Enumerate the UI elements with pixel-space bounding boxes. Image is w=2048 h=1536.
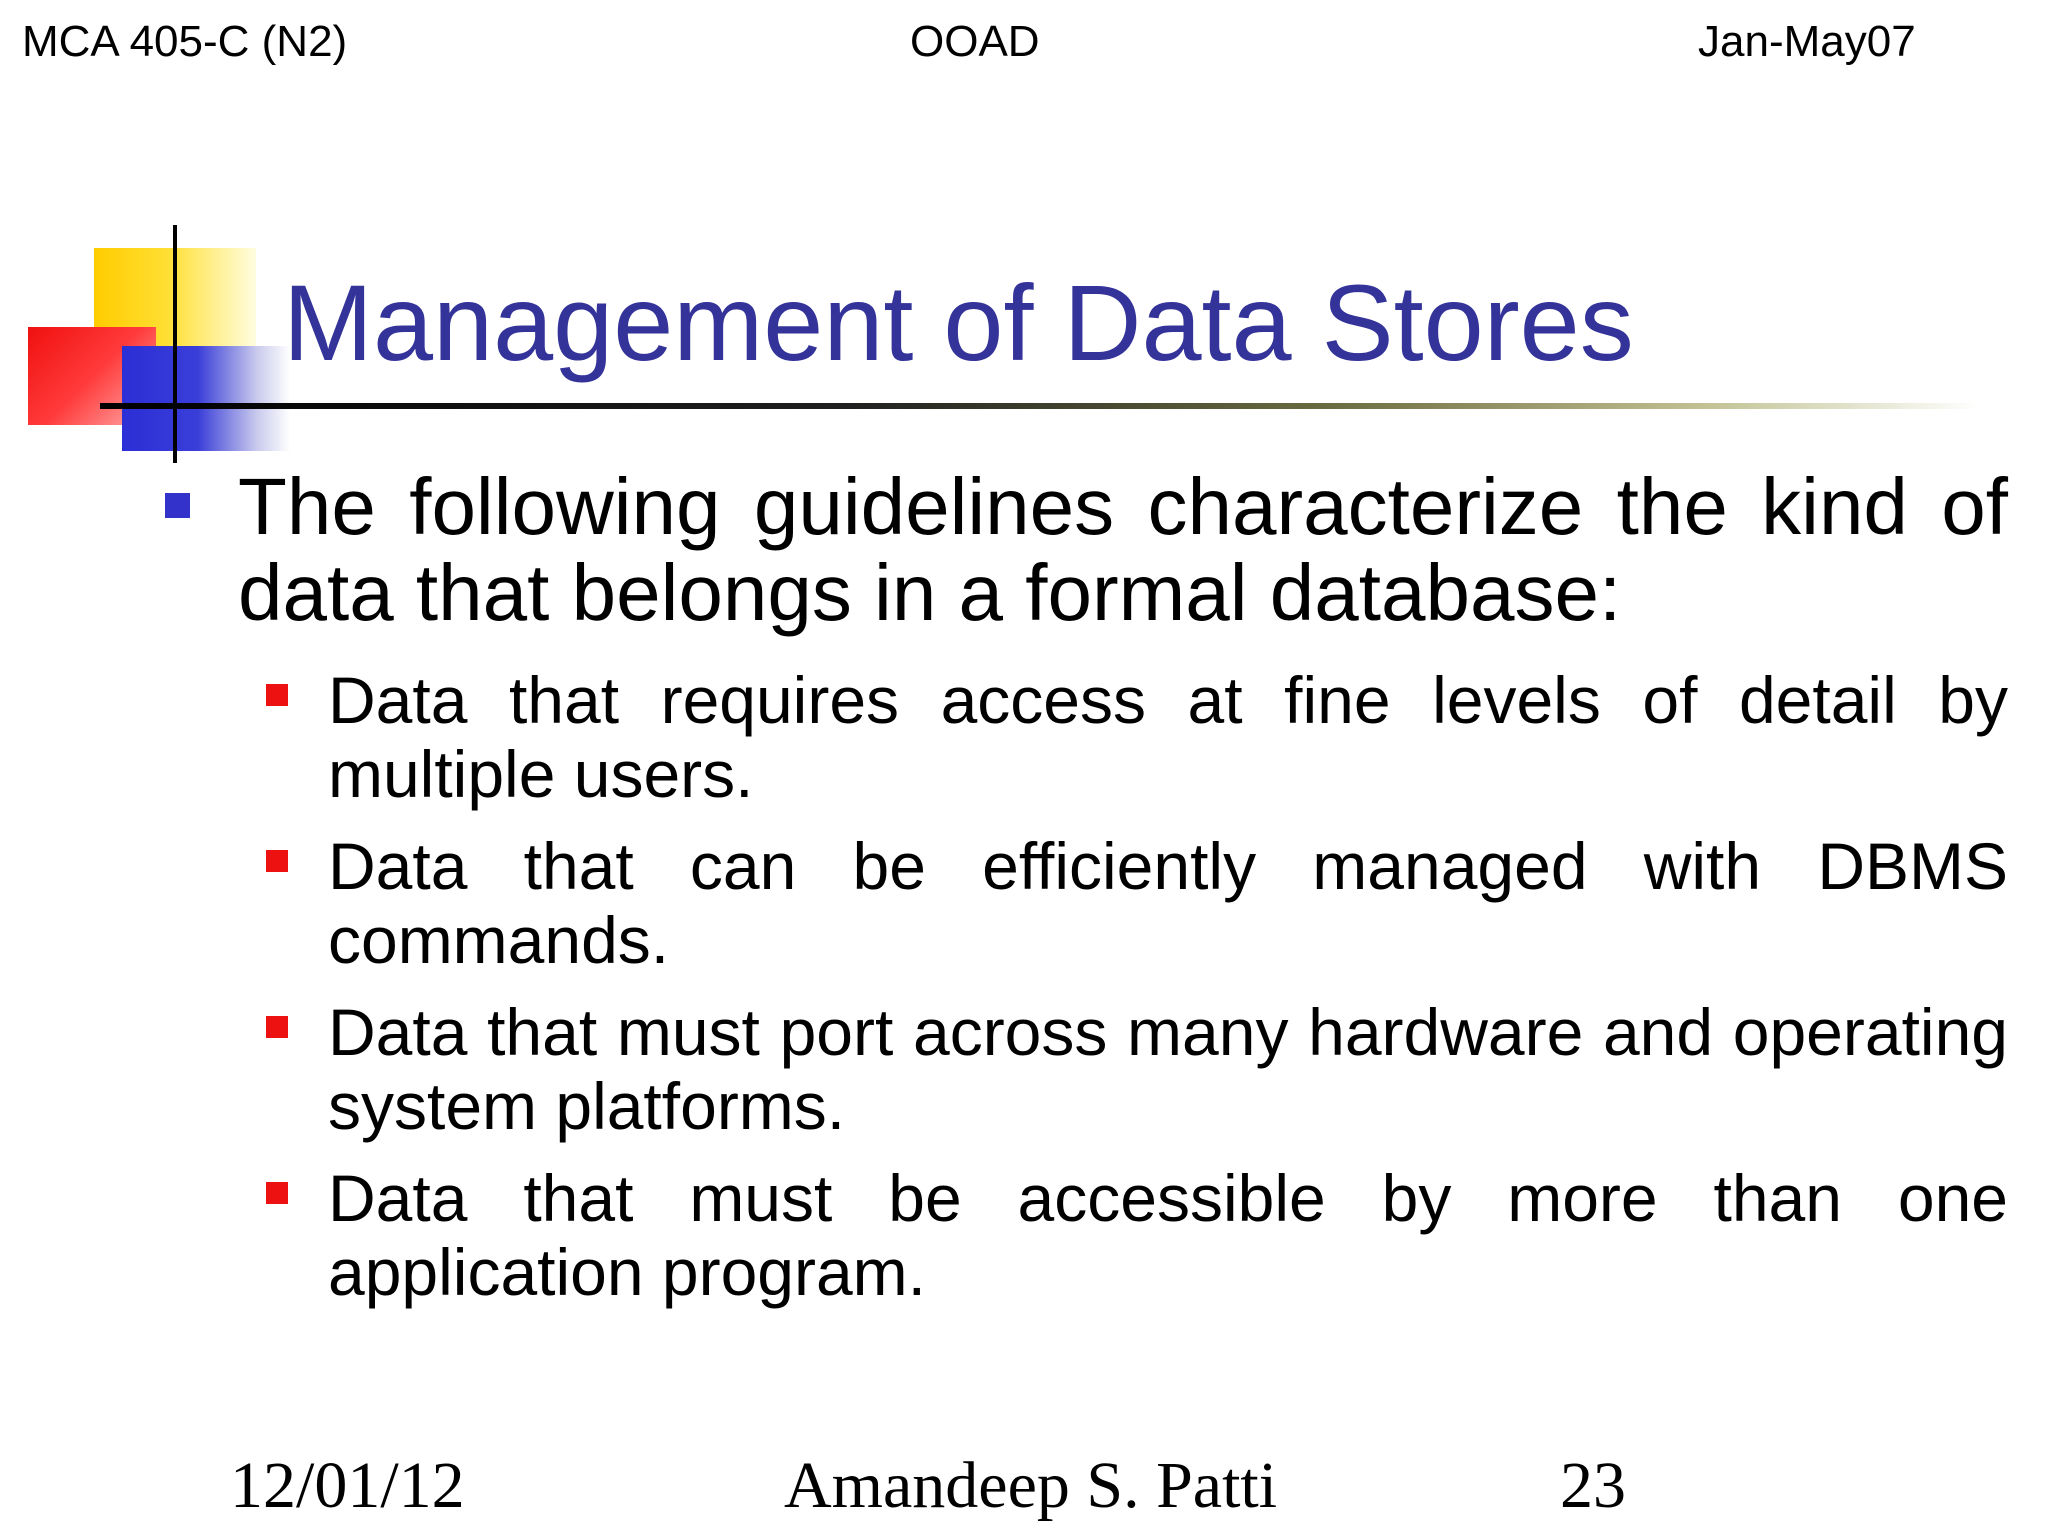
sub-bullet-text: Data that requires access at fine levels of detail by multiple users. [328,663,2008,811]
header-course-code: MCA 405-C (N2) [22,17,348,66]
header-subject: OOAD [910,17,1040,66]
sub-bullet-text: Data that can be efficiently managed with DBMS commands. [328,829,2008,977]
header-term: Jan-May07 [1698,17,1916,66]
blue-square-bullet-icon [165,493,190,518]
red-square-bullet-icon [266,850,288,872]
red-square-bullet-icon [266,1182,288,1204]
sub-bullet-text: Data that must port across many hardware and operating system platforms. [328,995,2008,1143]
decoration-blue-square [122,346,290,451]
sub-bullet-text: Data that must be accessible by more than one application program. [328,1161,2008,1309]
title-underline [100,403,1980,409]
red-square-bullet-icon [266,1016,288,1038]
slide-title: Management of Data Stores [283,262,1634,383]
red-square-bullet-icon [266,684,288,706]
main-bullet-text: The following guidelines characterize the kind of data that belongs in a formal database: [238,462,2008,637]
footer-author: Amandeep S. Patti [784,1449,1278,1522]
footer-date: 12/01/12 [230,1449,465,1522]
footer-page-number: 23 [1560,1449,1626,1522]
decoration-vertical-line [173,225,177,463]
